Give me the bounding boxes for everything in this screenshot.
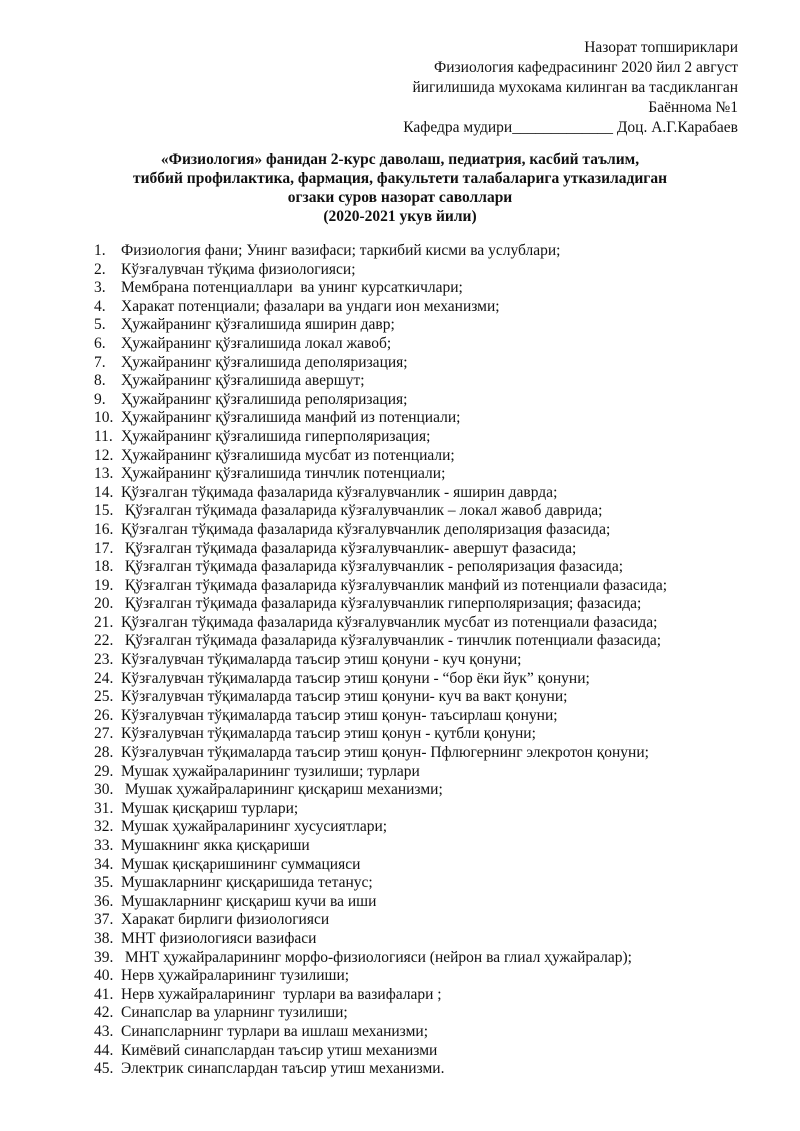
question-number: 4. [94, 297, 106, 315]
question-number: 30. [94, 781, 114, 799]
question-text: Ҳужайранинг қўзғалишида мусбат из потенциали; [121, 446, 455, 464]
question-number: 33. [94, 837, 114, 854]
question-text: Кимёвий синапслардан таъсир утиш механизми [121, 1041, 438, 1059]
question-item [94, 391, 774, 410]
question-text: Мушакларнинг қисқаришида тетанус; [121, 874, 373, 892]
question-item [94, 558, 774, 577]
question-item [94, 595, 774, 614]
question-number: 37. [94, 911, 114, 929]
question-text: Қўзғалган тўқимада фазаларида кўзғалувчанлик- авершут фазасида; [121, 539, 577, 557]
question-text: Харакат потенциали; фазалари ва ундаги ион механизми; [121, 297, 500, 315]
question-text: Ҳужайранинг қўзғалишида локал жавоб; [121, 334, 392, 352]
question-text: Мушак ҳужайраларининг тузилиши; турлари [121, 762, 420, 780]
question-item [94, 818, 774, 837]
question-item [94, 688, 774, 707]
question-number: 13. [94, 465, 114, 483]
question-item [94, 986, 774, 1005]
question-text: Синапсларнинг турлари ва ишлаш механизми; [121, 1022, 428, 1040]
question-number: 8. [94, 372, 106, 390]
question-text: Кўзғалувчан тўқималарда таъсир этиш қонуни- куч ва вакт қонуни; [121, 688, 568, 706]
question-item [94, 465, 774, 484]
question-item [94, 1023, 774, 1042]
question-item [94, 316, 774, 335]
question-text: Мушак қисқариш турлари; [121, 799, 299, 817]
question-item [94, 651, 774, 670]
question-item [94, 409, 774, 428]
question-text: Қўзғалган тўқимада фазаларида кўзғалувчанлик – локал жавоб даврида; [121, 502, 603, 520]
question-number: 6. [94, 334, 106, 352]
question-number: 39. [94, 948, 114, 966]
question-number: 45. [94, 1060, 114, 1078]
question-item [94, 893, 774, 912]
question-text: Ҳужайранинг қўзғалишида авершут; [121, 372, 365, 390]
question-number: 18. [94, 558, 114, 576]
question-text: МНТ физиологияси вазифаси [121, 929, 317, 947]
question-number: 31. [94, 799, 114, 817]
question-number: 43. [94, 1022, 114, 1040]
question-number: 2. [94, 260, 106, 278]
question-text: Қўзғалган тўқимада фазаларида кўзғалувчанлик гиперполяризация; фазасида; [121, 595, 642, 613]
header-line-5: Кафедра мудири_____________ Доц. А.Г.Карабаев [403, 119, 738, 136]
question-item [94, 837, 774, 856]
question-number: 9. [94, 390, 106, 408]
title-line-2: тиббий профилактика, фармация, факультети талабаларига утказиладиган [132, 170, 668, 187]
question-text: Физиология фани; Унинг вазифаси; таркибий кисми ва услублари; [121, 242, 561, 259]
question-text: Кўзғалувчан тўқималарда таъсир этиш қонуни - куч қонуни; [121, 651, 522, 669]
header-line-2: Физиология кафедрасининг 2020 йил 2 август [433, 59, 738, 76]
question-item [94, 800, 774, 819]
question-number: 28. [94, 744, 114, 762]
question-text: Харакат бирлиги физиологияси [121, 911, 330, 929]
question-item [94, 911, 774, 930]
question-number: 22. [94, 632, 114, 650]
title-line-1: «Физиология» фанидан 2-курс даволаш, педиатрия, касбий таълим, [160, 151, 640, 168]
question-number: 17. [94, 539, 114, 557]
question-number: 20. [94, 595, 114, 613]
question-text: Электрик синапслардан таъсир утиш механизми. [121, 1060, 445, 1078]
question-item [94, 614, 774, 633]
question-text: Мушак ҳужайраларининг қисқариш механизми; [121, 781, 443, 799]
question-number: 10. [94, 409, 114, 427]
question-number: 5. [94, 316, 106, 334]
approval-header [318, 38, 738, 138]
question-item [94, 372, 774, 391]
question-text: Ҳужайранинг қўзғалишида гиперполяризация; [121, 427, 431, 445]
question-item [94, 856, 774, 875]
question-text: Ҳужайранинг қўзғалишида деполяризация; [121, 353, 408, 371]
question-item [94, 242, 774, 261]
question-text: Мушак ҳужайраларининг хусусиятлари; [121, 818, 388, 836]
question-text: Қўзғалган тўқимада фазаларида кўзғалувчанлик деполяризация фазасида; [121, 520, 611, 538]
question-number: 23. [94, 651, 114, 669]
question-number: 41. [94, 985, 114, 1003]
question-item [94, 1042, 774, 1061]
question-number: 12. [94, 446, 114, 464]
question-number: 29. [94, 762, 114, 780]
question-item [94, 354, 774, 373]
question-item [94, 428, 774, 447]
header-line-1: Назорат топшириклари [584, 39, 738, 56]
question-item [94, 447, 774, 466]
question-number: 7. [94, 353, 106, 371]
question-number: 26. [94, 706, 114, 724]
question-text: Ҳужайранинг қўзғалишида яширин давр; [121, 316, 395, 334]
question-number: 25. [94, 688, 114, 706]
question-number: 38. [94, 929, 114, 947]
question-text: Қўзғалган тўқимада фазаларида кўзғалувчанлик - яширин даврда; [121, 483, 558, 501]
title-line-4: (2020-2021 укув йили) [323, 208, 477, 225]
question-item [94, 502, 774, 521]
question-text: Мушакларнинг қисқариш кучи ва иши [121, 892, 377, 910]
document-title [60, 150, 740, 226]
question-item [94, 335, 774, 354]
question-item [94, 577, 774, 596]
question-number: 44. [94, 1041, 114, 1059]
question-list [94, 242, 774, 1079]
question-item [94, 1004, 774, 1023]
question-number: 35. [94, 874, 114, 892]
question-item [94, 632, 774, 651]
question-item [94, 484, 774, 503]
question-number: 11. [94, 427, 113, 445]
question-item [94, 874, 774, 893]
question-item [94, 744, 774, 763]
question-item [94, 763, 774, 782]
question-text: Нерв ҳужайраларининг тузилиши; [121, 967, 350, 985]
question-item [94, 298, 774, 317]
question-number: 42. [94, 1004, 114, 1022]
question-text: Ҳужайранинг қўзғалишида манфий из потенциали; [121, 409, 461, 427]
question-text: Кўзғалувчан тўқималарда таъсир этиш қонун - қутбли қонуни; [121, 725, 536, 743]
header-line-3: йигилишида мухокама килинган ва тасдикланган [412, 79, 738, 96]
question-number: 3. [94, 279, 106, 297]
question-text: Мушак қисқаришининг суммацияси [121, 855, 361, 873]
header-line-4: Баённома №1 [648, 99, 738, 116]
question-item [94, 279, 774, 298]
question-number: 1. [94, 242, 106, 259]
question-item [94, 540, 774, 559]
question-item [94, 930, 774, 949]
question-number: 36. [94, 892, 114, 910]
question-number: 19. [94, 576, 114, 594]
question-item [94, 1060, 774, 1079]
question-text: Қўзғалган тўқимада фазаларида кўзғалувчанлик - реполяризация фазасида; [121, 558, 624, 576]
question-item [94, 670, 774, 689]
question-number: 16. [94, 520, 114, 538]
question-number: 15. [94, 502, 114, 520]
question-number: 21. [94, 613, 114, 631]
question-item [94, 967, 774, 986]
question-item [94, 261, 774, 280]
question-text: Мембрана потенциаллари ва унинг курсаткичлари; [121, 279, 463, 297]
question-number: 27. [94, 725, 114, 743]
question-item [94, 725, 774, 744]
question-text: Қўзғалган тўқимада фазаларида кўзғалувчанлик мусбат из потенциали фазасида; [121, 613, 658, 631]
question-text: Кўзғалувчан тўқималарда таъсир этиш қонун- Пфлюгернинг элекротон қонуни; [121, 744, 649, 762]
question-text: Нерв хужайраларининг турлари ва вазифалари ; [121, 985, 442, 1003]
question-item [94, 707, 774, 726]
title-line-3: огзаки суров назорат саволлари [287, 189, 513, 206]
question-text: Қўзғалган тўқимада фазаларида кўзғалувчанлик манфий из потенциали фазасида; [121, 576, 668, 594]
question-item [94, 949, 774, 968]
question-number: 24. [94, 669, 114, 687]
question-number: 14. [94, 483, 114, 501]
question-number: 40. [94, 967, 114, 985]
question-text: Қўзғалган тўқимада фазаларида кўзғалувчанлик - тинчлик потенциали фазасида; [121, 632, 662, 650]
question-item [94, 781, 774, 800]
question-text: МНТ ҳужайраларининг морфо-физиологияси (нейрон ва глиал ҳужайралар); [121, 948, 632, 966]
question-item [94, 521, 774, 540]
question-text: Ҳужайранинг қўзғалишида тинчлик потенциали; [121, 465, 446, 483]
question-text: Кўзғалувчан тўқима физиологияси; [121, 260, 356, 278]
question-text: Кўзғалувчан тўқималарда таъсир этиш қонуни - “бор ёки йук” қонуни; [121, 669, 590, 687]
question-number: 32. [94, 818, 114, 836]
question-text: Синапслар ва уларнинг тузилиши; [121, 1004, 348, 1022]
question-text: Кўзғалувчан тўқималарда таъсир этиш қонун- таъсирлаш қонуни; [121, 706, 558, 724]
question-number: 34. [94, 855, 114, 873]
question-text: Ҳужайранинг қўзғалишида реполяризация; [121, 390, 408, 408]
question-text: Мушакнинг якка қисқариши [121, 837, 310, 854]
